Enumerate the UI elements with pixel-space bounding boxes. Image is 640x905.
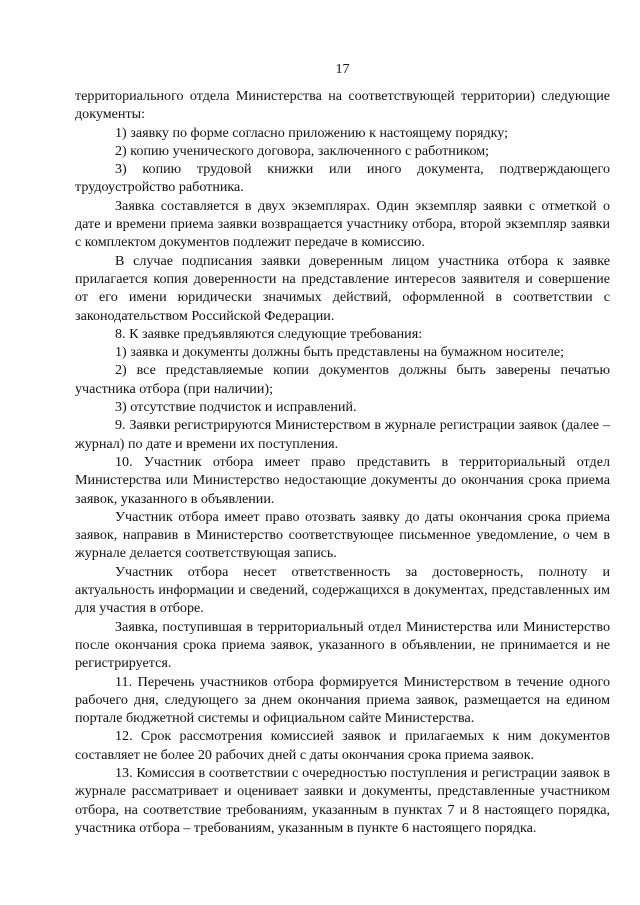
paragraph: Заявка составляется в двух экземплярах. Один экземпляр заявки с отметкой о дате и времени приема заявки возвращается участнику отбора, второй экземпляр заявки с комплектом документов подлежит передаче в комиссию.: [75, 197, 610, 251]
paragraph: территориального отдела Министерства на соответствующей территории) следующие документы:: [75, 88, 610, 123]
paragraph: 9. Заявки регистрируются Министерством в журнале регистрации заявок (далее – журнал) по дате и времени их поступления.: [75, 417, 610, 452]
paragraph: 1) заявка и документы должны быть представлены на бумажном носителе;: [115, 344, 565, 361]
paragraph: 10. Участник отбора имеет право представить в территориальный отдел Министерства или Министерство недостающие документы до окончания срока приема заявок, указанного в объявлении.: [75, 453, 610, 507]
paragraph: В случае подписания заявки доверенным лицом участника отбора к заявке прилагается копия доверенности на представление интересов заявителя и совершение от его имени юридически значимых действий, оформленной в соответствии с законодательством Российской Федерации.: [75, 252, 610, 324]
paragraph: 1) заявку по форме согласно приложению к настоящему порядку;: [115, 124, 509, 141]
paragraph: Заявка, поступившая в территориальный отдел Министерства или Министерство после окончания срока приема заявок, указанного в объявлении, не принимается и не регистрируется.: [75, 618, 610, 672]
paragraph: 3) копию трудовой книжки или иного документа, подтверждающего трудоустройство работника.: [75, 161, 610, 196]
paragraph: 12. Срок рассмотрения комиссией заявок и прилагаемых к ним документов составляет не более 20 рабочих дней с даты окончания срока приема заявок.: [75, 728, 610, 763]
paragraph: Участник отбора несет ответственность за достоверность, полноту и актуальность информации и сведений, содержащихся в документах, представленных им для участия в отборе.: [75, 563, 610, 617]
document-page: [75, 60, 610, 837]
page-number: 17: [335, 61, 350, 77]
paragraph: 13. Комиссия в соответствии с очередностью поступления и регистрации заявок в журнале рассматривает и оценивает заявки и документы, представленные участником отбора, на соответствие требованиям, указанным в пунктах 7 и 8 настоящего порядка, участника отбора – требованиям, указанным в пункте 6 настоящего порядка.: [75, 764, 610, 836]
paragraph: 3) отсутствие подчисток и исправлений.: [115, 399, 357, 416]
paragraph: 2) копию ученического договора, заключенного с работником;: [115, 142, 490, 159]
paragraph: Участник отбора имеет право отозвать заявку до даты окончания срока приема заявок, направив в Министерство соответствующее письменное уведомление, о чем в журнале делается соответствующая запись.: [75, 508, 610, 562]
paragraph: 11. Перечень участников отбора формируется Министерством в течение одного рабочего дня, следующего за днем окончания приема заявок, размещается на едином портале бюджетной системы и официальном сайте Министерства.: [75, 673, 610, 727]
paragraph: 8. К заявке предъявляются следующие требования:: [115, 325, 423, 342]
document-body: [75, 87, 610, 837]
paragraph: 2) все представляемые копии документов должны быть заверены печатью участника отбора (при наличии);: [75, 362, 610, 397]
